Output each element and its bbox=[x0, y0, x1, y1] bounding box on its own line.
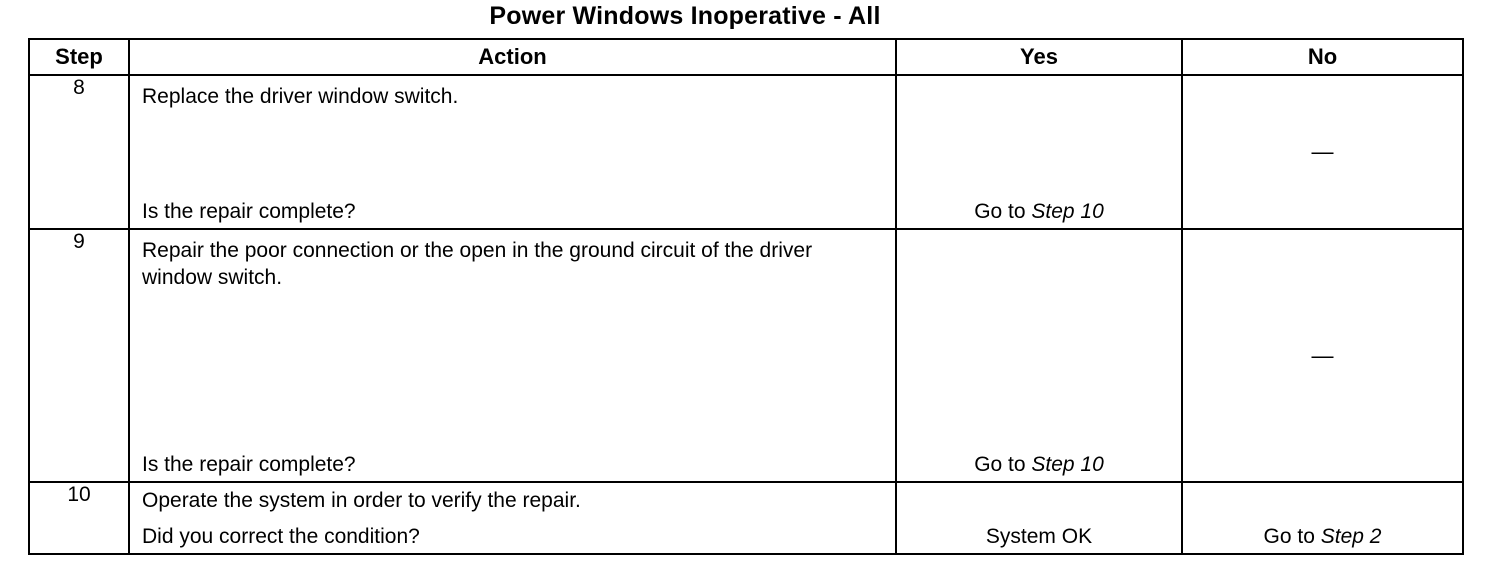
action-text: Replace the driver window switch. bbox=[142, 85, 459, 108]
step-number: 9 bbox=[29, 229, 129, 482]
action-cell bbox=[129, 229, 896, 482]
yes-cell bbox=[896, 482, 1182, 554]
action-cell bbox=[129, 482, 896, 554]
column-header-yes: Yes bbox=[896, 39, 1182, 75]
yes-result-prefix: Go to bbox=[974, 200, 1032, 223]
yes-result bbox=[897, 200, 1181, 224]
no-result-dash: — bbox=[1311, 139, 1334, 164]
step-number: 10 bbox=[29, 482, 129, 554]
yes-step-reference: Step 10 bbox=[1031, 453, 1104, 476]
no-result-prefix: Go to bbox=[1263, 525, 1321, 548]
yes-result-prefix: System OK bbox=[985, 525, 1093, 548]
yes-cell bbox=[896, 229, 1182, 482]
page-title: Power Windows Inoperative - All bbox=[489, 2, 881, 30]
no-step-reference: Step 2 bbox=[1320, 525, 1382, 548]
yes-step-reference: Step 10 bbox=[1031, 200, 1104, 223]
yes-result-prefix: Go to bbox=[974, 453, 1032, 476]
table-row bbox=[29, 75, 1463, 229]
table-row bbox=[29, 229, 1463, 482]
column-header-action: Action bbox=[129, 39, 896, 75]
action-question: Is the repair complete? bbox=[142, 200, 356, 223]
action-text: Repair the poor connection or the open in the ground circuit of the driver window switch. bbox=[142, 239, 813, 289]
yes-cell bbox=[896, 75, 1182, 229]
action-question: Is the repair complete? bbox=[142, 453, 356, 476]
no-result bbox=[1183, 525, 1462, 549]
no-cell bbox=[1182, 229, 1463, 482]
table-header-row bbox=[29, 39, 1463, 75]
action-text: Operate the system in order to verify the repair. bbox=[142, 489, 581, 512]
diagnostic-table bbox=[28, 38, 1464, 555]
no-cell bbox=[1182, 482, 1463, 554]
column-header-no: No bbox=[1182, 39, 1463, 75]
step-number: 8 bbox=[29, 75, 129, 229]
action-question: Did you correct the condition? bbox=[142, 525, 420, 548]
no-cell bbox=[1182, 75, 1463, 229]
action-cell bbox=[129, 75, 896, 229]
no-result-dash: — bbox=[1311, 342, 1334, 368]
column-header-step: Step bbox=[29, 39, 129, 75]
table-row bbox=[29, 482, 1463, 554]
yes-result bbox=[897, 453, 1181, 477]
yes-result bbox=[897, 525, 1181, 549]
